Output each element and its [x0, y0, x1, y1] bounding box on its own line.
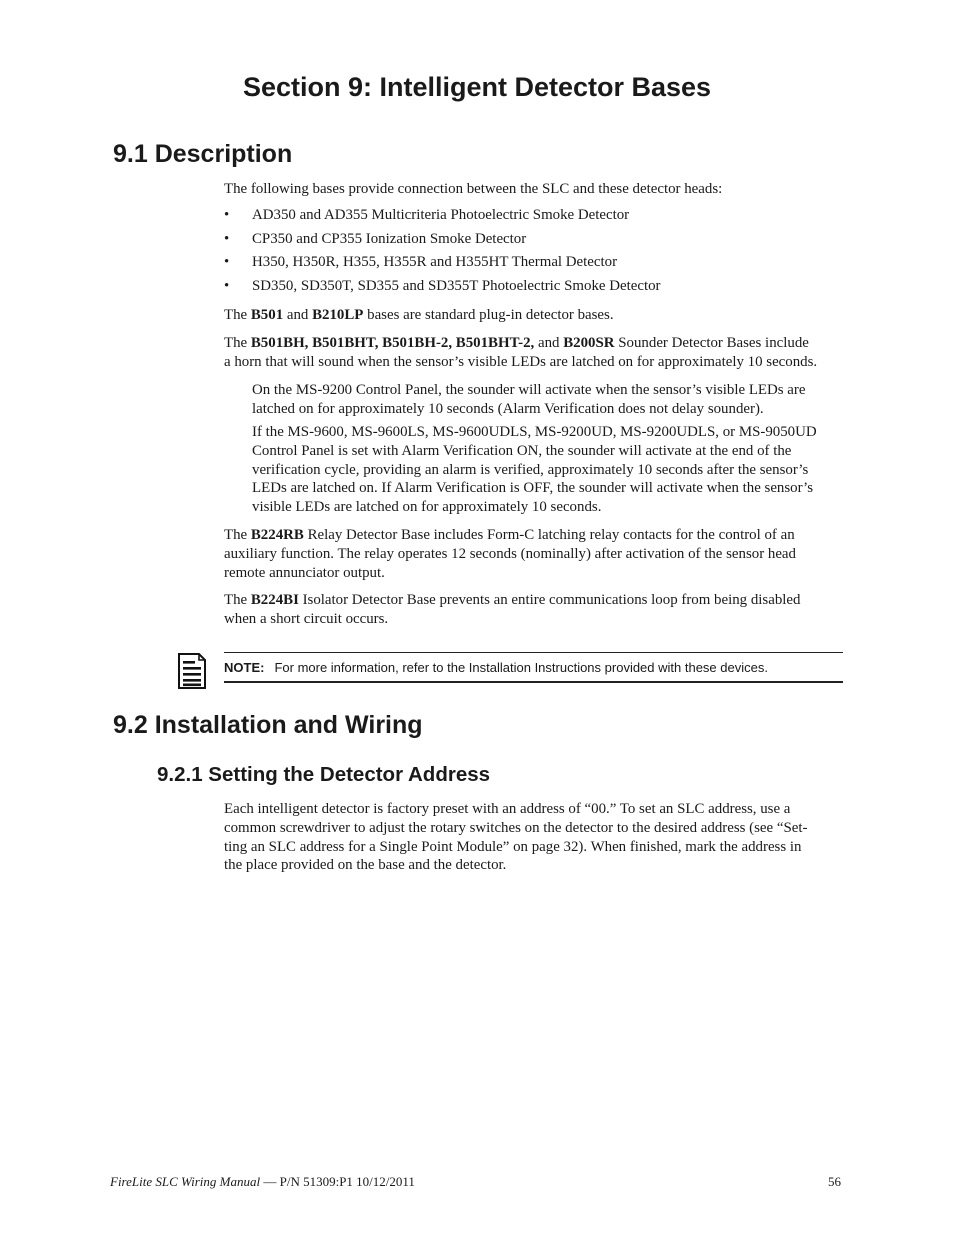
section-title: Section 9: Intelligent Detector Bases [242, 72, 712, 102]
footer-manual-title: FireLite SLC Wiring Manual [110, 1174, 261, 1189]
list-item: • CP350 and CP355 Ionization Smoke Detector [224, 230, 527, 247]
paragraph-ms9200: On the MS-9200 Control Panel, the sounder will activate when the sensor’s visible LEDs are latched on for approximately 10 seconds (Alarm Verification does not delay sounder). [252, 382, 806, 417]
note-label: NOTE: [224, 660, 265, 675]
note-text: NOTE: For more information, refer to the Installation Instructions provided with these devices. [224, 660, 768, 675]
list-item: • H350, H350R, H355, H355R and H355HT Thermal Detector [224, 254, 618, 270]
list-item: • AD350 and AD355 Multicriteria Photoelectric Smoke Detector [224, 207, 630, 223]
bullet-icon: • [224, 207, 230, 223]
note-icon [177, 652, 207, 690]
paragraph-b224rb: The B224RB Relay Detector Base includes Form-C latching relay contacts for the control of an auxiliary function. The relay operates 12 seconds (nominally) after activation of the sensor head remote annunciator output. [224, 527, 796, 581]
page-number: 56 [828, 1174, 841, 1189]
paragraph-detector-address: Each intelligent detector is factory preset with an address of “00.” To set an SLC address, use a common screwdriver to adjust the rotary switches on the detector to the desired address (see “Set- ting an SLC address for a Single Point Module” on page 32). When finished, mark the address in the place provided on the base and the detector. [224, 801, 808, 874]
list-item: • SD350, SD350T, SD355 and SD355T Photoelectric Smoke Detector [224, 277, 661, 294]
note-rule-top [224, 652, 843, 653]
paragraph-sounder-bases: The B501BH, B501BHT, B501BH-2, B501BHT-2, and B200SR Sounder Detector Bases include a horn that will sound when the sensor’s visible LEDs are latched on for approximately 10 seconds. [224, 335, 818, 370]
note-rule-bottom [224, 681, 843, 683]
heading-9-2: 9.2 Installation and Wiring [113, 711, 423, 739]
paragraph-b224bi: The B224BI Isolator Detector Base prevents an entire communications loop from being disabled when a short circuit occurs. [224, 592, 801, 627]
bullet-icon: • [224, 254, 230, 270]
paragraph-b501: The B501 and B210LP bases are standard plug-in detector bases. [224, 307, 614, 323]
bullet-icon: • [224, 277, 230, 294]
heading-9-1: 9.1 Description [113, 140, 293, 168]
paragraph-ms9600: If the MS-9600, MS-9600LS, MS-9600UDLS, MS-9200UD, MS-9200UDLS, or MS-9050UD Control Panel is set with Alarm Verification ON, the sounder will activate at the end of the verification cycle, providing an alarm is verified, approximately 10 seconds after the sensor’s LEDs are latched on. If Alarm Verification is OFF, the sounder will activate when the sensor’s visible LEDs are latched on for approximately 10 seconds. [252, 424, 817, 516]
heading-9-2-1: 9.2.1 Setting the Detector Address [157, 763, 491, 786]
intro-paragraph: The following bases provide connection between the SLC and these detector heads: [224, 181, 723, 197]
footer-part-info: — P/N 51309:P1 10/12/2011 [260, 1174, 415, 1189]
footer-manual-info [110, 1174, 415, 1190]
detector-head-list [224, 206, 661, 300]
bullet-icon: • [224, 230, 230, 247]
